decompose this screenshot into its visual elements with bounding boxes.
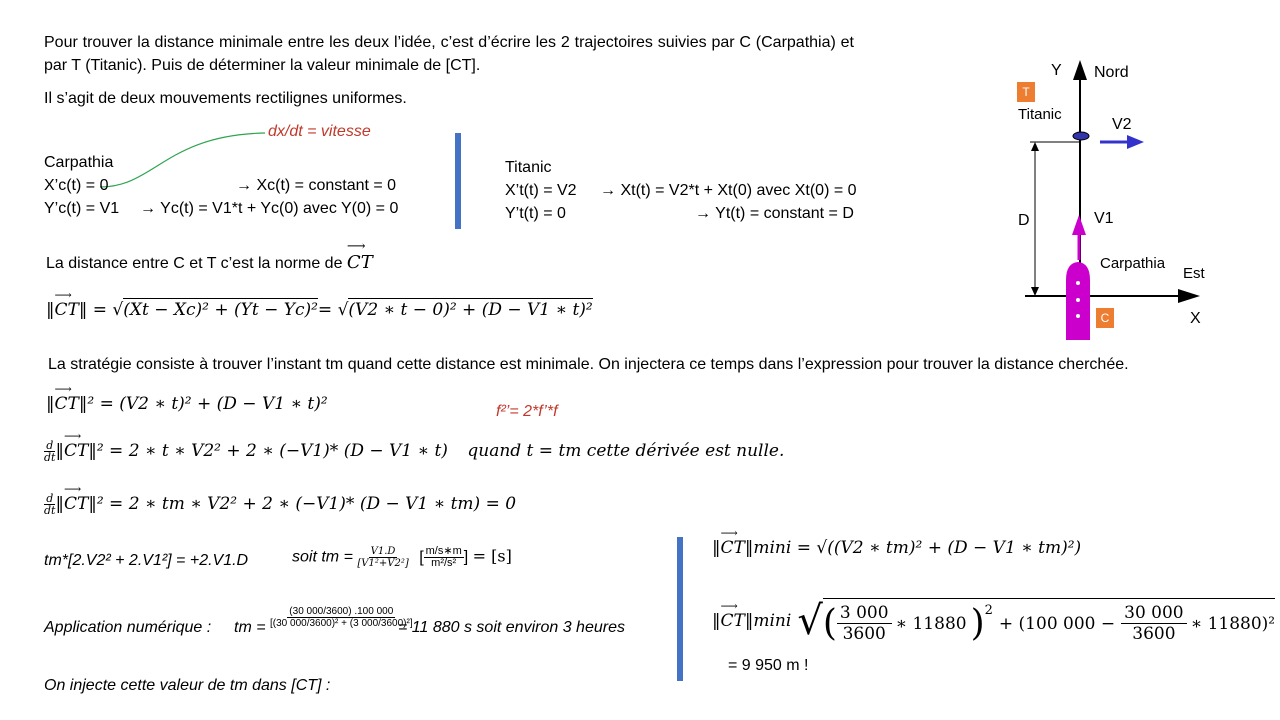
- carpathia-title: Carpathia: [44, 154, 114, 171]
- carpathia-tag: C: [1096, 308, 1114, 328]
- inject-text: On injecte cette valeur de tm dans [CT] :: [44, 677, 331, 694]
- strategy-text: La stratégie consiste à trouver l’instant tm quand cette distance est minimale. On injectera ce temps dans l’expression pour trouver la distance cherchée.: [48, 356, 1129, 373]
- intro-uniform-motion: Il s’agit de deux mouvements rectilignes uniformes.: [44, 90, 407, 107]
- vector-ct-norm: ⟶ CT: [54, 288, 79, 320]
- titanic-x-equation: X’t(t) = V2: [505, 182, 577, 199]
- titanic-label: Titanic: [1018, 106, 1062, 123]
- derivative-formula: $\frac{d}{dt}$ ‖ ⟶ CT‖² = 2 ∗ t ∗ V2² + 2 ∗ (−V1)* (D − V1 ∗ t) quand t = tm cette dérivée est nulle.: [44, 429, 785, 464]
- east-label: Est: [1183, 265, 1205, 282]
- carpathia-x-equation: X’c(t) = 0: [44, 177, 109, 194]
- y-axis-arrowhead: [1073, 60, 1087, 80]
- mini-result: = 9 950 m !: [728, 657, 809, 674]
- mini-numeric-formula: ‖ ⟶ CT ‖ mini √ ( 3 000 3600 ∗ 11880 ) $^2$ + (100 000 − $\frac{30 000}{3600}$ ∗ 11880)²: [712, 598, 1276, 644]
- carpathia-x-result: → Xc(t) = constant = 0: [236, 177, 397, 194]
- application-tm: tm =: [234, 619, 266, 636]
- distance-intro: La distance entre C et T c’est la norme de ⟶ CT: [46, 239, 373, 273]
- carpathia-y-equation: Y’c(t) = V1: [44, 200, 120, 217]
- squared-norm-formula: ‖ ⟶ CT‖² = (V2 ∗ t)² + (D − V1 ∗ t)²: [46, 382, 328, 414]
- x-axis-label: X: [1190, 310, 1201, 327]
- titanic-x-result: → Xt(t) = V2*t + Xt(0) avec Xt(0) = 0: [600, 182, 857, 199]
- tm-solution: soit tm = $\frac{V1.D}{\text{[V1²+V2²]}}$ [ $\frac{m/s∗m}{\text{m²/s²}}$ ] = [s]: [292, 545, 512, 569]
- norm-formula: ‖ ⟶ CT‖ = √(Xt − Xc)² + (Yt − Yc)²= √(V2 ∗ t − 0)² + (D − V1 ∗ t)²: [46, 288, 593, 320]
- titanic-tag: T: [1017, 82, 1035, 102]
- application-label: Application numérique :: [44, 619, 212, 636]
- velocity-annotation: dx/dt = vitesse: [268, 123, 371, 140]
- v2-label: V2: [1112, 116, 1132, 133]
- chain-rule-annotation: f²’= 2*f’*f: [496, 403, 558, 420]
- separator-bar: [455, 133, 461, 229]
- application-fraction: $\frac{(30 000/3600) .100 000}{\text{[(30 000/3600)² + (3 000/3600)²]}}$: [270, 606, 413, 629]
- vector-ct: ⟶ CT: [346, 239, 373, 273]
- mini-formula: ‖ ⟶ CT‖mini = √((V2 ∗ tm)² + (D − V1 ∗ tm)²): [712, 526, 1082, 558]
- north-label: Nord: [1094, 64, 1129, 81]
- y-axis-label: Y: [1051, 62, 1062, 79]
- titanic-y-equation: Y’t(t) = 0: [505, 205, 566, 222]
- titanic-y-result: → Yt(t) = constant = D: [695, 205, 854, 222]
- v1-arrowhead: [1072, 215, 1086, 235]
- application-result: = 11 880 s soit environ 3 heures: [398, 619, 625, 636]
- carpathia-y-result: → Yc(t) = V1*t + Yc(0) avec Y(0) = 0: [140, 200, 399, 217]
- tm-equation: tm*[2.V2² + 2.V1²] = +2.V1.D: [44, 552, 249, 569]
- d-label: D: [1018, 212, 1030, 229]
- separator-bar-2: [677, 537, 683, 681]
- x-axis-arrowhead: [1178, 289, 1200, 303]
- carpathia-label: Carpathia: [1100, 255, 1166, 272]
- intro-paragraph: Pour trouver la distance minimale entre les deux l’idée, c’est d’écrire les 2 trajectoires suivies par C (Carpathia) et par T (Titanic). Puis de déterminer la valeur minimale de [CT].: [44, 34, 854, 74]
- v1-label: V1: [1094, 210, 1114, 227]
- derivative-comment: quand t = tm cette dérivée est nulle.: [467, 441, 785, 461]
- titanic-dot: [1073, 132, 1089, 140]
- derivative-zero-formula: $\frac{d}{dt}$ ‖ ⟶ CT‖² = 2 ∗ tm ∗ V2² + 2 ∗ (−V1)* (D − V1 ∗ tm) = 0: [44, 482, 517, 517]
- titanic-title: Titanic: [505, 159, 552, 176]
- v2-arrowhead: [1127, 135, 1144, 149]
